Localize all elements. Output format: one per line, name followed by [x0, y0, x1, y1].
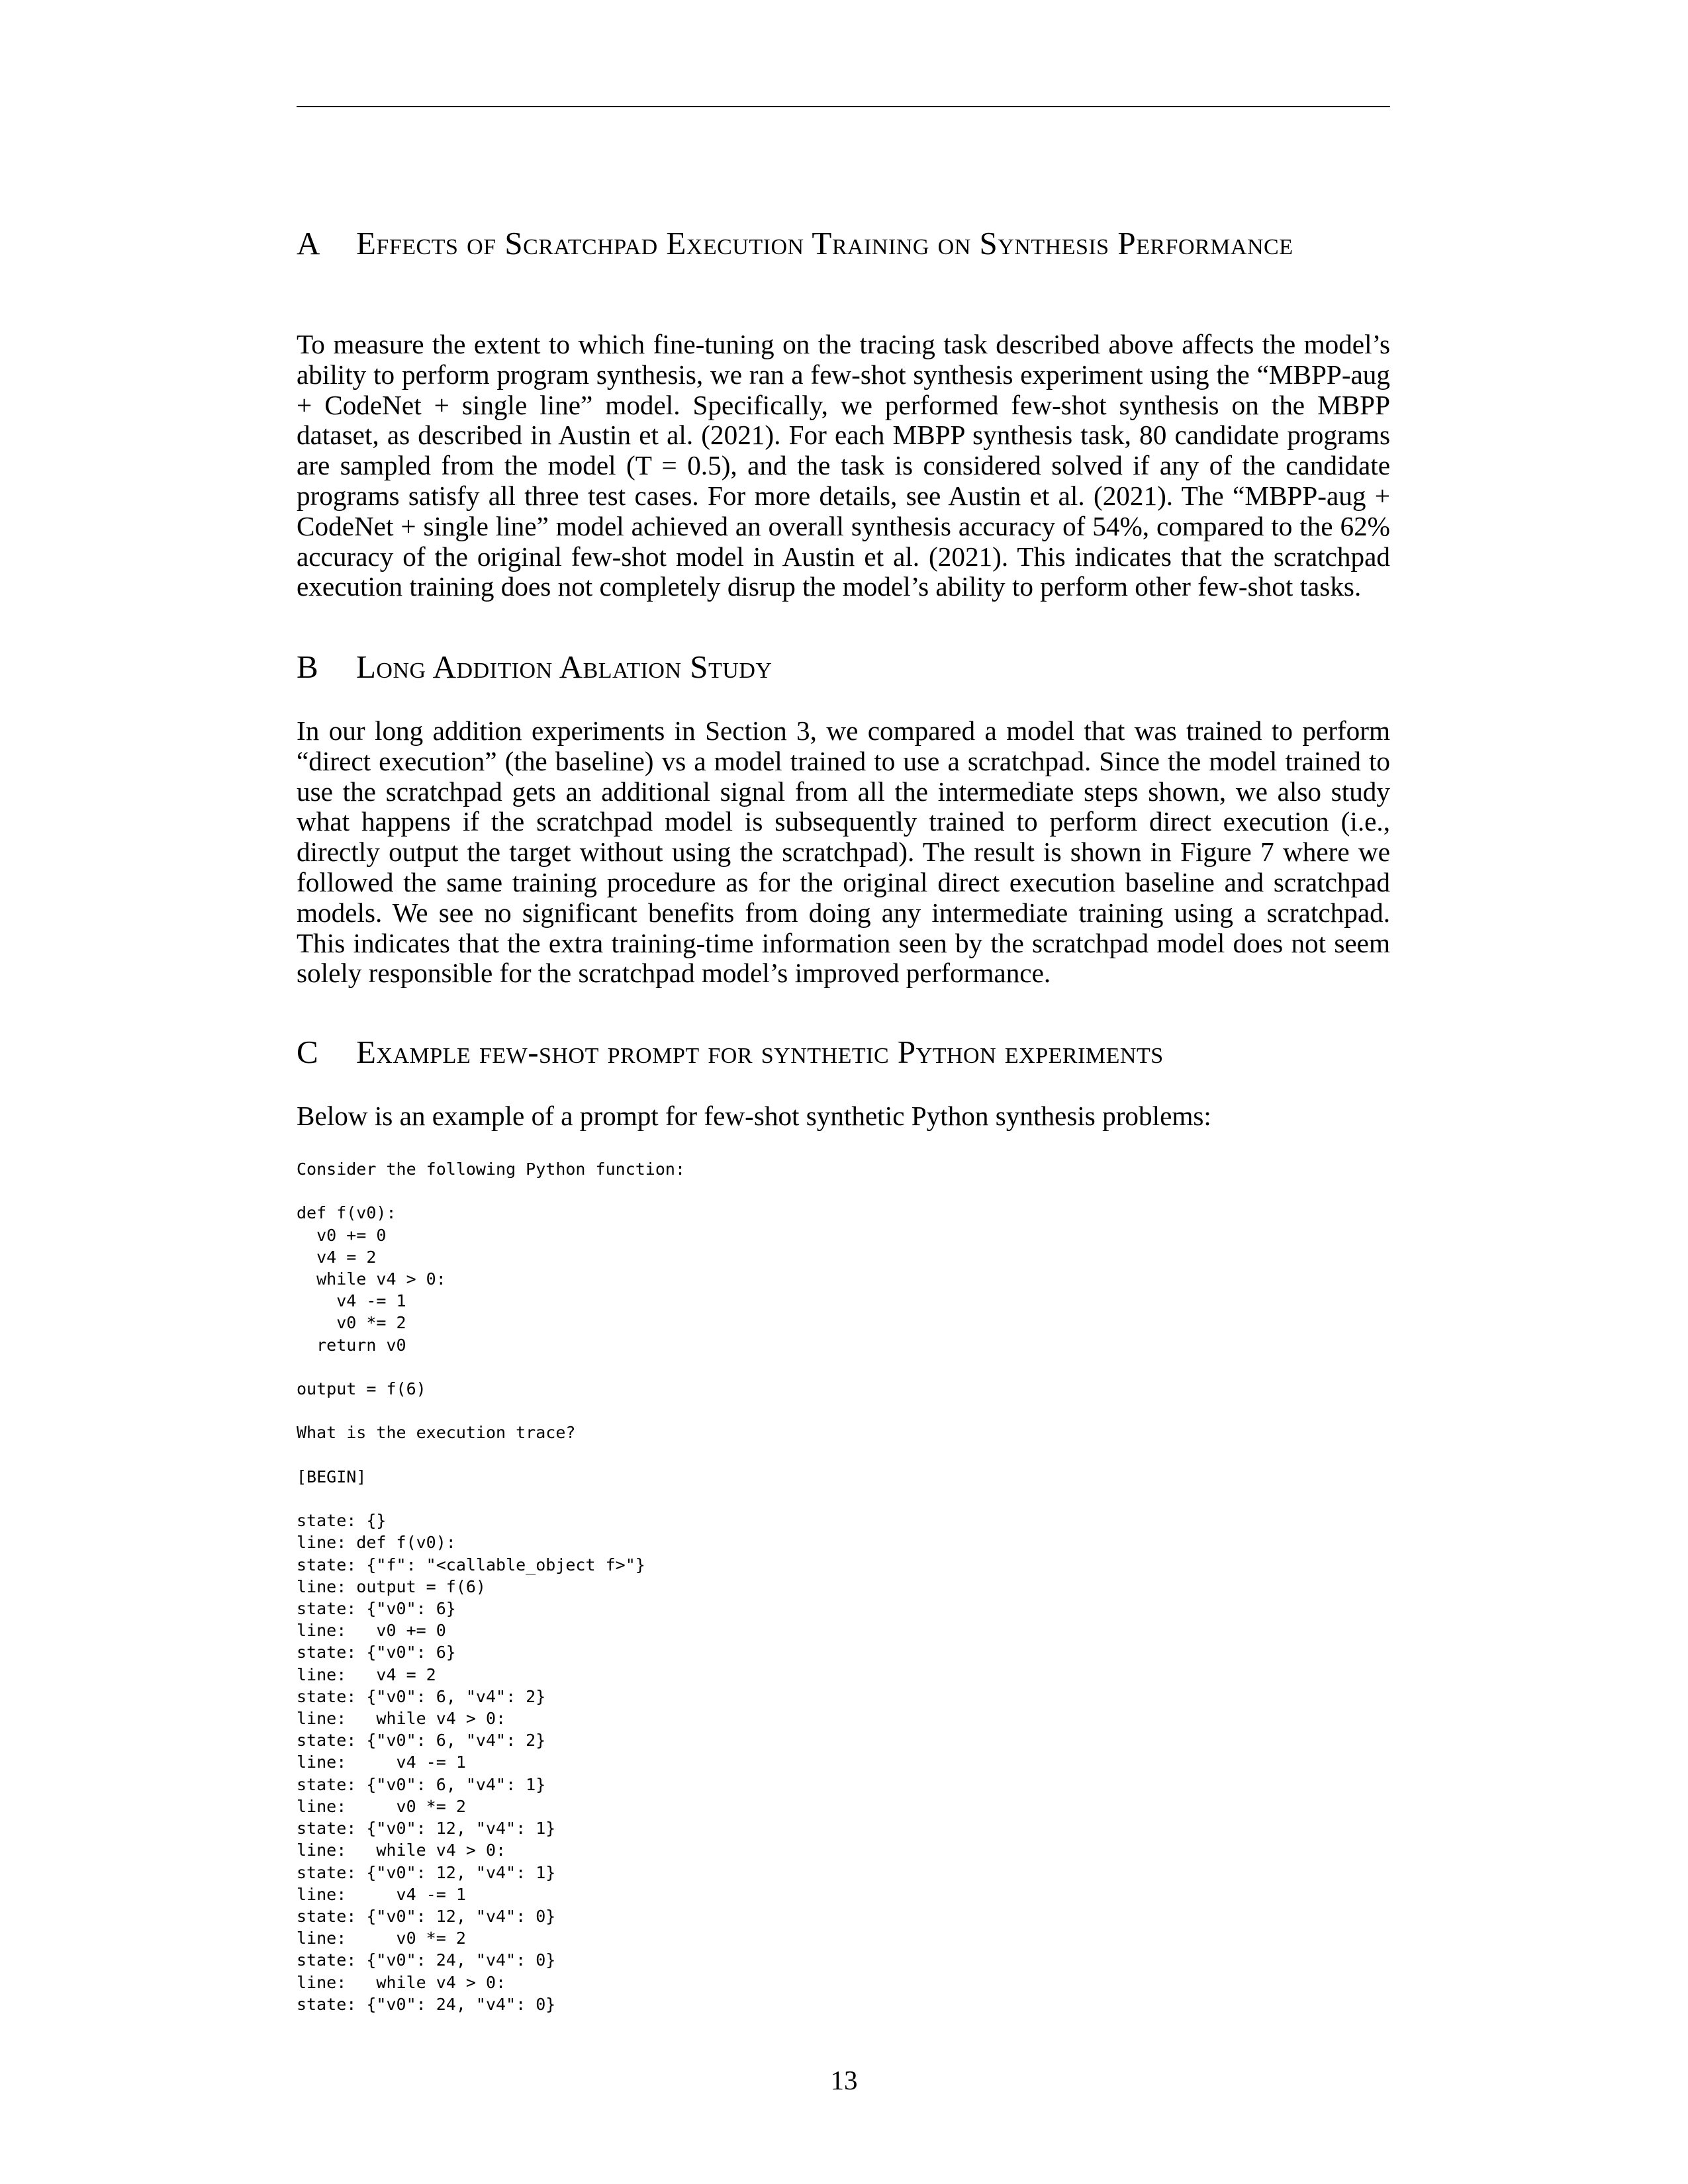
- header-rule: [297, 106, 1390, 107]
- section-b-title: Long Addition Ablation Study: [356, 649, 773, 685]
- section-c-number: C: [297, 1034, 319, 1070]
- section-a-number: A: [297, 225, 320, 261]
- section-c-title: Example few-shot prompt for synthetic Python experiments: [356, 1034, 1164, 1070]
- section-a-title: Effects of Scratchpad Execution Training on Synthesis Performance: [356, 225, 1293, 261]
- section-b-number: B: [297, 649, 319, 685]
- page-number: 13: [830, 2065, 858, 2095]
- section-a-heading: [297, 224, 1390, 263]
- section-c-intro: Below is an example of a prompt for few-shot synthetic Python synthesis problems:: [297, 1101, 1211, 1131]
- section-a-body: To measure the extent to which fine-tuning on the tracing task described above affects the model’s ability to perform program synthesis, we ran a few-shot synthesis experiment using the “MBPP-aug + CodeNet + single line” model. Specifically, we performed few-shot synthesis on the MBPP dataset, as described in Austin et al. (2021). For each MBPP synthesis task, 80 candidate programs are sampled from the model (T = 0.5), and the task is considered solved if any of the candidate programs satisfy all three test cases. For more details, see Austin et al. (2021). The “MBPP-aug + CodeNet + single line” model achieved an overall synthesis accuracy of 54%, compared to the 62% accuracy of the original few-shot model in Austin et al. (2021). This indicates that the scratchpad execution training does not completely disrup the model’s ability to perform other few-shot tasks.: [297, 329, 1390, 602]
- code-listing: Consider the following Python function: def f(v0): v0 += 0 v4 = 2 while v4 > 0: v4 -= 1 v0 *= 2 return v0 output = f(6) What is the execution trace? [BEGIN] state: {} line: def f(v0): state: {"f": "<callable_object f>"} line: output = f(6) state: {"v0": 6} line: v0 += 0 state: {"v0": 6} line: v4 = 2 state: {"v0": 6, "v4": 2} line: while v4 > 0: state: {"v0": 6, "v4": 2} line: v4 -= 1 state: {"v0": 6, "v4": 1} line: v0 *= 2 state: {"v0": 12, "v4": 1} line: while v4 > 0: state: {"v0": 12, "v4": 1} line: v4 -= 1 state: {"v0": 12, "v4": 0} line: v0 *= 2 state: {"v0": 24, "v4": 0} line: while v4 > 0: state: {"v0": 24, "v4": 0}: [297, 1160, 685, 2014]
- section-b-heading: [297, 647, 1390, 687]
- section-b-body: In our long addition experiments in Section 3, we compared a model that was trained to perform “direct execution” (the baseline) vs a model trained to use a scratchpad. Since the model trained to use the scratchpad gets an additional signal from all the intermediate steps shown, we also study what happens if the scratchpad model is subsequently trained to perform direct execution (i.e., directly output the target without using the scratchpad). The result is shown in Figure 7 where we followed the same training procedure as for the original direct execution baseline and scratchpad models. We see no significant benefits from doing any intermediate training using a scratchpad. This indicates that the extra training-time information seen by the scratchpad model does not seem solely responsible for the scratchpad model’s improved performance.: [297, 715, 1390, 989]
- section-c-heading: [297, 1032, 1390, 1072]
